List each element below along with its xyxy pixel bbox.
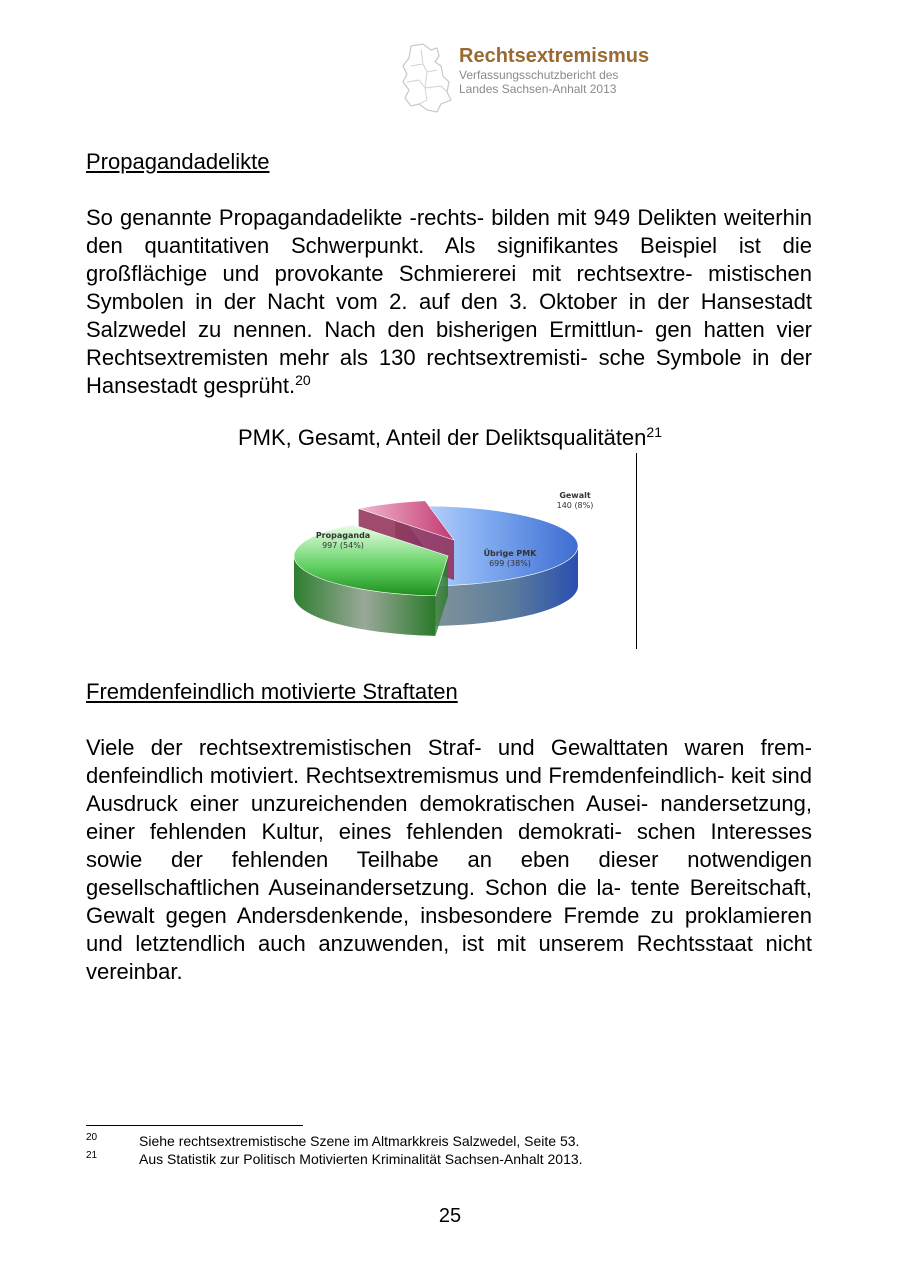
paragraph-fremdenfeindlich [86,734,812,986]
chart-title-text: PMK, Gesamt, Anteil der Deliktsqualitäten [238,425,647,450]
footnote-text: Aus Statistik zur Politisch Motivierten Kriminalität Sachsen-Anhalt 2013. [139,1151,583,1167]
para1-line: weiterhin den quantitativen Schwerpunkt. Als signifikantes Beispiel [86,205,812,258]
footnote-ref-20[interactable]: 20 [295,372,311,388]
para2-line: Viele der rechtsextremistischen Straf- und Gewalttaten waren frem- [86,735,812,760]
page-number: 25 [438,1205,462,1227]
para2-line: notwendigen gesellschaftlichen Auseinandersetzung. Schon die la- [86,847,812,900]
para2-line: nandersetzung, einer fehlenden Kultur, eines fehlenden demokrati- [86,791,812,844]
footnote-ref-21[interactable]: 21 [646,424,662,440]
pie-label-name: Gewalt [559,491,591,500]
para1-line: Hansestadt Salzwedel zu nennen. Nach den bisherigen Ermittlun- [86,289,812,342]
pie-label-value: 699 (38%) [489,559,531,568]
header-subtitle-line2: Landes Sachsen-Anhalt 2013 [459,82,617,96]
para1-line: sche Symbole in der Hansestadt gesprüht. [86,345,813,398]
pie-label-value: 997 (54%) [322,541,364,550]
header-subtitle-line1: Verfassungsschutzbericht des [459,68,619,82]
pie-chart [270,480,610,640]
para1-line: So genannte Propagandadelikte -rechts- bilden mit 949 Delikten [86,205,717,230]
para2-line: unserem Rechtsstaat nicht vereinbar. [86,931,812,984]
para2-line: schen Interesses sowie der fehlenden Teilhabe an eben dieser [86,819,812,872]
state-map-logo-icon [397,42,455,114]
para2-line: denfeindlich motiviert. Rechtsextremismus und Fremdenfeindlich- [86,763,725,788]
pie-label-name: Übrige PMK [483,549,537,558]
pie-label-value: 140 (8%) [556,501,594,510]
para1-line: ist die großflächige und provokante Schmiererei mit rechtsextre- [86,233,812,286]
header-title: Rechtsextremismus [459,45,650,67]
page-header [397,42,697,114]
para2-line: keit sind Ausdruck einer unzureichenden demokratischen Ausei- [86,763,812,816]
pie-label-name: Propaganda [315,531,371,540]
paragraph-propaganda [86,204,812,400]
pie-slices [294,501,578,636]
para1-line: mistischen Symbolen in der Nacht vom 2. auf den 3. Oktober in der [86,261,812,314]
chart-title [0,424,900,452]
section-heading-propaganda: Propagandadelikte [86,149,270,174]
para1-line: gen hatten vier Rechtsextremisten mehr als 130 rechtsextremisti- [86,317,812,370]
footnote-number: 20 [86,1132,98,1143]
footnote-number: 21 [86,1150,98,1161]
footnote-separator [86,1125,303,1126]
para2-line: tente Bereitschaft, Gewalt gegen Andersdenkende, insbesondere [86,875,812,928]
para2-line: Fremde zu proklamieren und letztendlich auch anzuwenden, ist mit [86,903,812,956]
section-heading-fremdenfeindlich: Fremdenfeindlich motivierte Straftaten [86,679,458,704]
chart-border-line [636,453,637,649]
footnote-text: Siehe rechtsextremistische Szene im Altmarkkreis Salzwedel, Seite 53. [139,1133,580,1149]
header-text [459,44,649,96]
